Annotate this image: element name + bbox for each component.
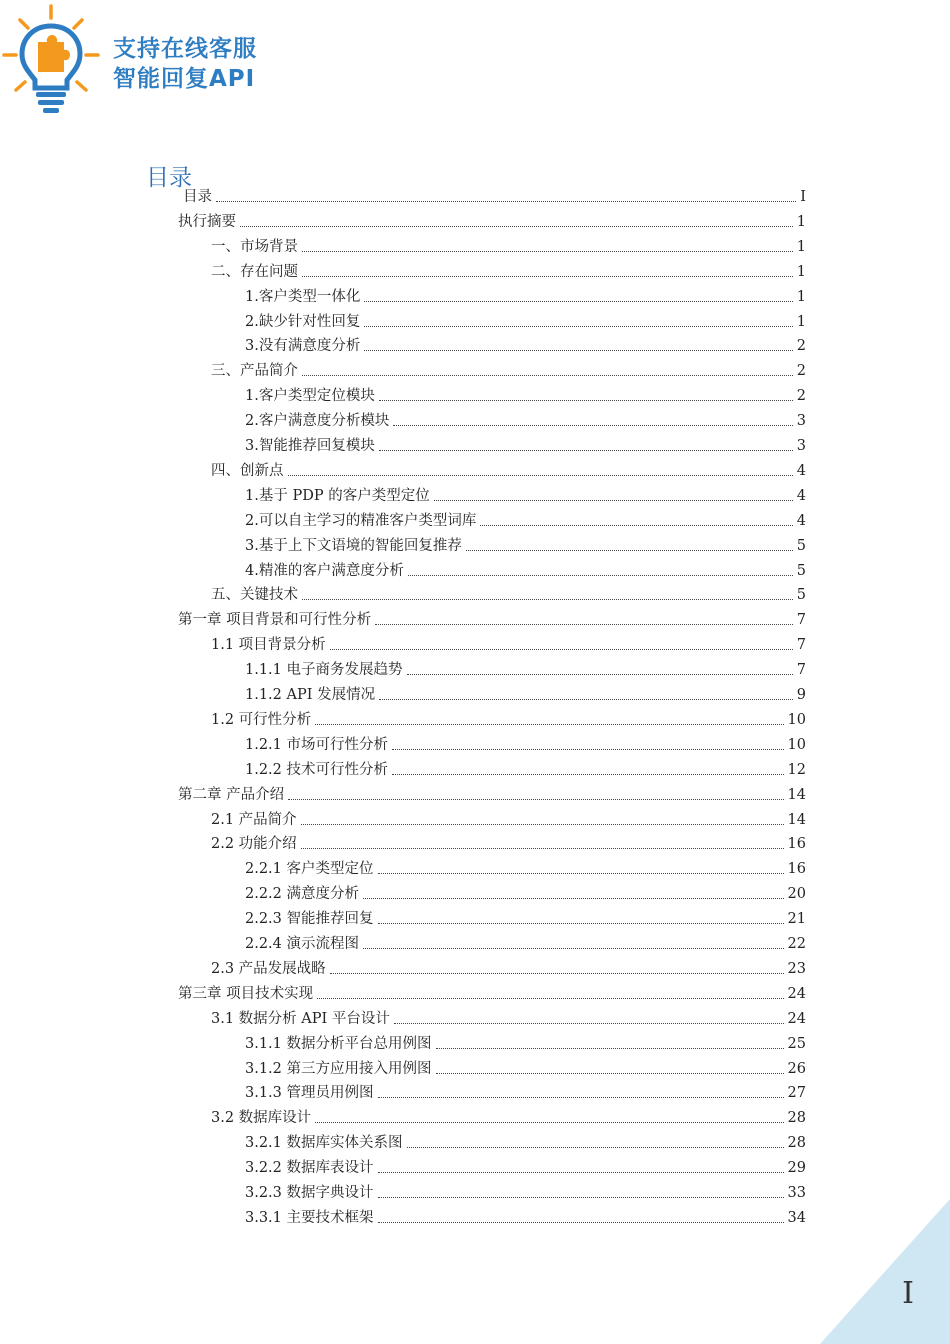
toc-entry-label: 3.智能推荐回复模块 — [245, 438, 375, 454]
toc-entry-page: 9 — [796, 687, 806, 703]
toc-entry-page: 5 — [796, 562, 806, 579]
toc-entry[interactable] — [245, 1032, 806, 1054]
toc-entry-label: 1.1.1 电子商务发展趋势 — [245, 662, 403, 679]
toc-leader-dots — [240, 225, 793, 227]
toc-entry-page: 4 — [796, 512, 806, 529]
toc-entry-page: 5 — [796, 587, 806, 604]
toc-entry-page: 4 — [796, 462, 806, 479]
page-number: I — [902, 1276, 914, 1311]
toc-entry[interactable] — [245, 285, 806, 307]
toc-entry-label: 第三章 项目技术实现 — [178, 985, 314, 1002]
toc-entry[interactable] — [245, 683, 806, 705]
toc-leader-dots — [379, 449, 793, 451]
toc-entry-page: 29 — [787, 1160, 806, 1177]
toc-entry-label: 四、创新点 — [211, 462, 284, 479]
toc-entry[interactable] — [178, 608, 806, 630]
toc-entry[interactable] — [245, 1081, 806, 1103]
toc-entry[interactable] — [245, 658, 806, 680]
toc-entry[interactable] — [245, 384, 806, 406]
toc-leader-dots — [216, 200, 796, 202]
toc-entry[interactable] — [178, 982, 806, 1004]
toc-entry-label: 目录 — [183, 189, 212, 205]
toc-entry-page: 27 — [787, 1085, 806, 1102]
toc-entry[interactable] — [178, 210, 806, 232]
toc-entry-label: 3.1.3 管理员用例图 — [245, 1085, 374, 1102]
toc-entry[interactable] — [183, 185, 806, 207]
toc-entry[interactable] — [211, 583, 806, 605]
toc-leader-dots — [301, 823, 784, 825]
toc-entry-page: 25 — [787, 1035, 806, 1052]
toc-leader-dots — [392, 748, 784, 750]
toc-entry-page: 28 — [787, 1135, 806, 1152]
toc-entry[interactable] — [245, 1181, 806, 1203]
toc-entry-page: 16 — [787, 836, 806, 853]
toc-entry-page: 24 — [787, 1010, 806, 1027]
toc-entry-label: 2.2 功能介绍 — [211, 836, 297, 853]
toc-entry-label: 二、存在问题 — [211, 263, 298, 280]
toc-leader-dots — [392, 773, 784, 775]
toc-leader-dots — [364, 300, 792, 302]
toc-leader-dots — [466, 549, 793, 551]
toc-entry[interactable] — [245, 534, 806, 556]
toc-entry[interactable] — [178, 783, 806, 805]
corner-decoration — [820, 1199, 950, 1344]
toc-entry[interactable] — [211, 633, 806, 655]
toc-entry-label: 2.2.3 智能推荐回复 — [245, 911, 374, 928]
toc-entry[interactable] — [245, 409, 806, 431]
toc-leader-dots — [363, 947, 784, 949]
toc-entry-label: 五、关键技术 — [211, 587, 298, 604]
toc-leader-dots — [379, 698, 793, 700]
toc-leader-dots — [436, 1047, 784, 1049]
toc-leader-dots — [480, 524, 792, 526]
toc-entry-page: 2 — [796, 363, 806, 380]
toc-leader-dots — [378, 1171, 784, 1173]
toc-entry-label: 1.客户类型一体化 — [245, 288, 361, 305]
toc-entry-page: 4 — [796, 487, 806, 504]
toc-entry[interactable] — [245, 434, 806, 456]
logo-text-line1: 支持在线客服 — [113, 36, 257, 62]
toc-entry[interactable] — [211, 708, 806, 730]
toc-entry-label: 1.1 项目背景分析 — [211, 637, 326, 654]
toc-leader-dots — [378, 922, 784, 924]
toc-entry[interactable] — [245, 932, 806, 954]
toc-entry[interactable] — [245, 1156, 806, 1178]
toc-entry-page: 20 — [787, 886, 806, 903]
toc-entry-page: 2 — [796, 338, 806, 355]
toc-entry[interactable] — [211, 235, 806, 257]
toc-entry-label: 执行摘要 — [178, 213, 236, 230]
toc-entry[interactable] — [245, 509, 806, 531]
toc-entry[interactable] — [211, 1106, 806, 1128]
toc-entry-page: 24 — [787, 985, 806, 1002]
toc-entry-page: 7 — [796, 662, 806, 679]
toc-leader-dots — [378, 872, 784, 874]
lightbulb-icon — [0, 0, 110, 120]
toc-leader-dots — [407, 673, 793, 675]
toc-entry-page: 2 — [796, 388, 806, 405]
toc-leader-dots — [375, 623, 793, 625]
logo — [0, 0, 300, 120]
toc-entry-page: 1 — [796, 313, 806, 330]
toc-entry-label: 一、市场背景 — [211, 238, 298, 255]
toc-entry-page: 26 — [787, 1060, 806, 1077]
toc-leader-dots — [288, 474, 793, 476]
toc-entry-label: 3.2.3 数据字典设计 — [245, 1185, 374, 1201]
toc-leader-dots — [302, 374, 793, 376]
toc-leader-dots — [330, 648, 793, 650]
toc-entry-label: 三、产品简介 — [211, 363, 298, 380]
toc-leader-dots — [315, 723, 783, 725]
toc-entry[interactable] — [245, 1206, 806, 1228]
toc-leader-dots — [364, 325, 792, 327]
toc-entry-page: I — [800, 189, 806, 205]
toc-entry-label: 3.1.2 第三方应用接入用例图 — [245, 1060, 432, 1077]
toc-entry-label: 2.2.2 满意度分析 — [245, 886, 360, 903]
toc-entry-label: 3.2.2 数据库表设计 — [245, 1160, 374, 1177]
toc-leader-dots — [330, 972, 784, 974]
toc-entry-page: 3 — [796, 438, 806, 454]
toc-entry-label: 3.2.1 数据库实体关系图 — [245, 1135, 403, 1152]
toc-entry[interactable] — [211, 832, 806, 854]
toc-entry-label: 4.精准的客户满意度分析 — [245, 562, 404, 579]
toc-entry-label: 3.基于上下文语境的智能回复推荐 — [245, 537, 462, 554]
toc-leader-dots — [394, 1022, 784, 1024]
toc-leader-dots — [408, 574, 793, 576]
toc-entry-page: 7 — [796, 612, 806, 629]
toc-entry[interactable] — [245, 882, 806, 904]
toc-entry-label: 1.2.1 市场可行性分析 — [245, 736, 389, 753]
toc-entry-page: 34 — [787, 1209, 806, 1226]
toc-leader-dots — [288, 798, 783, 800]
toc-entry[interactable] — [245, 758, 806, 780]
toc-entry-label: 2.3 产品发展战略 — [211, 960, 326, 977]
toc-entry-page: 16 — [787, 861, 806, 878]
toc-entry-label: 2.1 产品简介 — [211, 811, 297, 828]
toc-entry-label: 1.基于 PDP 的客户类型定位 — [245, 487, 430, 504]
toc-entry[interactable] — [245, 733, 806, 755]
toc-leader-dots — [364, 349, 792, 351]
toc-entry[interactable] — [211, 808, 806, 830]
toc-entry-label: 1.2 可行性分析 — [211, 711, 312, 728]
toc-entry[interactable] — [245, 559, 806, 581]
toc-entry[interactable] — [245, 1057, 806, 1079]
toc-entry-page: 10 — [787, 736, 806, 753]
toc-entry-label: 2.客户满意度分析模块 — [245, 413, 390, 430]
toc-entry-label: 3.没有满意度分析 — [245, 338, 361, 355]
toc-entry-page: 12 — [787, 761, 806, 778]
toc-entry-page: 10 — [787, 711, 806, 728]
toc-entry-page: 33 — [787, 1185, 806, 1201]
toc-leader-dots — [434, 499, 793, 501]
toc-entry-label: 2.2.4 演示流程图 — [245, 936, 360, 952]
toc-entry[interactable] — [245, 907, 806, 929]
toc-entry-page: 22 — [787, 936, 806, 952]
toc-entry-label: 2.缺少针对性回复 — [245, 313, 361, 330]
toc-entry-label: 第一章 项目背景和可行性分析 — [178, 612, 372, 629]
toc-leader-dots — [301, 847, 784, 849]
toc-entry-label: 2.可以自主学习的精准客户类型词库 — [245, 512, 477, 529]
toc-entry[interactable] — [245, 334, 806, 356]
toc-leader-dots — [363, 897, 784, 899]
toc-leader-dots — [302, 275, 793, 277]
toc-entry-page: 14 — [787, 786, 806, 803]
toc-leader-dots — [302, 598, 793, 600]
toc-entry[interactable] — [245, 1131, 806, 1153]
toc-entry[interactable] — [211, 1007, 806, 1029]
toc-leader-dots — [379, 399, 793, 401]
toc-entry[interactable] — [245, 857, 806, 879]
toc-entry-label: 3.3.1 主要技术框架 — [245, 1209, 374, 1226]
toc-entry-label: 1.2.2 技术可行性分析 — [245, 761, 389, 778]
toc-entry-page: 1 — [796, 238, 806, 255]
toc-entry-label: 第二章 产品介绍 — [178, 786, 285, 803]
toc-entry[interactable] — [211, 359, 806, 381]
toc-entry-page: 3 — [796, 413, 806, 430]
toc-entry[interactable] — [245, 310, 806, 332]
toc-entry[interactable] — [211, 260, 806, 282]
toc-leader-dots — [436, 1072, 784, 1074]
toc-leader-dots — [317, 997, 783, 999]
toc-entry[interactable] — [211, 459, 806, 481]
toc-entry-label: 3.1 数据分析 API 平台设计 — [211, 1010, 390, 1027]
toc-leader-dots — [315, 1121, 783, 1123]
toc-leader-dots — [378, 1221, 784, 1223]
toc-entry-page: 7 — [796, 637, 806, 654]
toc-entry-page: 21 — [787, 911, 806, 928]
toc-leader-dots — [302, 250, 793, 252]
toc-entry-page: 1 — [796, 213, 806, 230]
toc-title: 目录 — [146, 165, 192, 192]
toc-entry-label: 1.1.2 API 发展情况 — [245, 687, 376, 703]
toc-leader-dots — [393, 424, 792, 426]
toc-entry-label: 2.2.1 客户类型定位 — [245, 861, 374, 878]
toc-entry-page: 28 — [787, 1110, 806, 1127]
toc-entry-page: 1 — [796, 263, 806, 280]
toc-entry-label: 3.1.1 数据分析平台总用例图 — [245, 1035, 432, 1052]
toc-leader-dots — [378, 1096, 784, 1098]
toc-entry-page: 5 — [796, 537, 806, 554]
toc-entry[interactable] — [211, 957, 806, 979]
toc-leader-dots — [407, 1146, 784, 1148]
toc-entry[interactable] — [245, 484, 806, 506]
toc-entry-page: 1 — [796, 288, 806, 305]
logo-text-line2: 智能回复API — [113, 66, 256, 92]
toc-entry-page: 23 — [787, 960, 806, 977]
toc-entry-page: 14 — [787, 811, 806, 828]
toc-entry-label: 3.2 数据库设计 — [211, 1110, 312, 1127]
toc-leader-dots — [378, 1196, 784, 1198]
toc-entry-label: 1.客户类型定位模块 — [245, 388, 375, 405]
